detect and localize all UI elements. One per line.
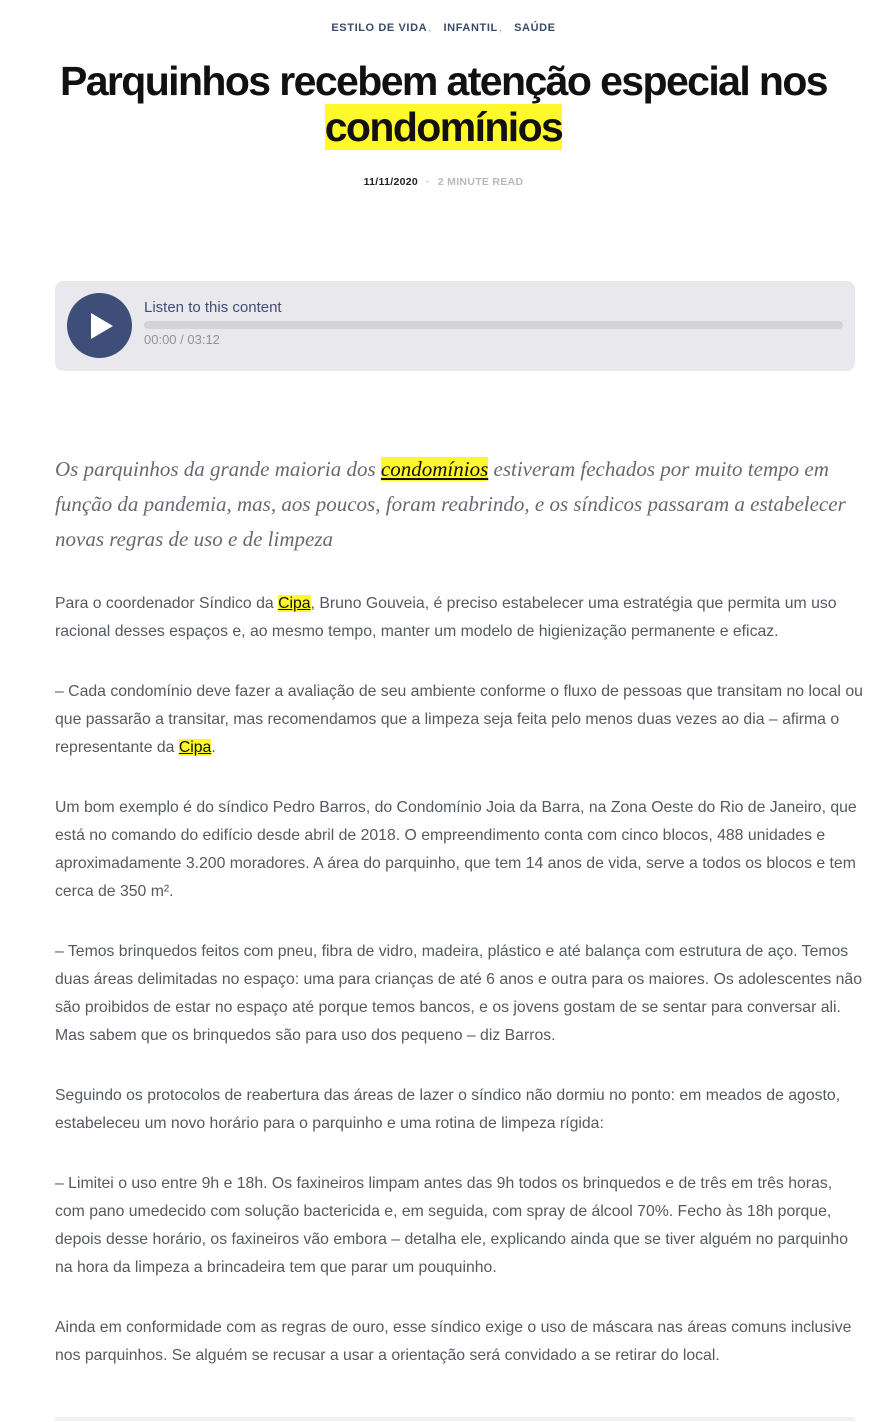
progress-bar[interactable] [144, 321, 843, 329]
paragraph-2 [55, 678, 865, 762]
category-link-infantil[interactable]: INFANTIL [443, 22, 498, 34]
divider [55, 1417, 855, 1421]
lead-text: Os parquinhos da grande maioria dos [55, 457, 381, 481]
post-date: 11/11/2020 [363, 176, 419, 188]
category-separator: , [428, 22, 432, 34]
player-label: Listen to this content [144, 299, 282, 316]
paragraph-text: – Cada condomínio deve fazer a avaliação de seu ambiente conforme o fluxo de pessoas que transitam no local ou que passarão a transitar, mas recomendamos que a limpeza seja feita pelo menos duas vezes ao dia – afirma o representante da [55, 683, 863, 756]
paragraph-text: Para o coordenador Síndico da [55, 595, 279, 612]
time-display: 00:00 / 03:12 [144, 332, 220, 347]
paragraph-6: – Limitei o uso entre 9h e 18h. Os faxineiros limpam antes das 9h todos os brinquedos e de três em três horas, com pano umedecido com solução bactericida e, em seguida, com spray de álcool 70%. Fecho às 18h porque, depois desse horário, os faxineiros vão embora – detalha ele, explicando ainda que se tiver alguém no parquinho na hora da limpeza a brincadeira tem que parar um pouquinho. [55, 1175, 848, 1276]
paragraph-5: Seguindo os protocolos de reabertura das áreas de lazer o síndico não dormiu no ponto: em meados de agosto, estabeleceu um novo horário para o parquinho e uma rotina de limpeza rígida: [55, 1087, 841, 1132]
title-highlight: condomínios [324, 104, 563, 150]
paragraph-3: Um bom exemplo é do síndico Pedro Barros, do Condomínio Joia da Barra, na Zona Oeste do Rio de Janeiro, que está no comando do edifício desde abril de 2018. O empreendimento conta com cinco blocos, 488 unidades e aproximadamente 3.200 moradores. A área do parquinho, que tem 14 anos de vida, serve a todos os blocos e tem cerca de 350 m². [55, 799, 857, 900]
lead-link-condominios[interactable]: condomínios [380, 457, 489, 481]
title-text: Parquinhos recebem atenção especial nos [59, 58, 828, 104]
page-title [40, 58, 847, 150]
play-button[interactable] [67, 293, 132, 358]
audio-player [55, 281, 855, 371]
category-link-estilo-de-vida[interactable]: ESTILO DE VIDA [331, 22, 428, 34]
lead-paragraph [55, 452, 855, 557]
lead-text: estiveram fechados por muito tempo em função da pandemia, mas, aos poucos, foram reabrindo, e os síndicos passaram a estabelecer novas regras de uso e de limpeza [55, 457, 846, 551]
category-list [0, 22, 887, 34]
paragraph-text: , Bruno Gouveia, é preciso estabelecer uma estratégia que permita um uso racional desses espaços e, ao mesmo tempo, manter um modelo de higienização permanente e eficaz. [55, 595, 837, 640]
paragraph-7: Ainda em conformidade com as regras de ouro, esse síndico exige o uso de máscara nas áreas comuns inclusive nos parquinhos. Se alguém se recusar a usar a orientação será convidado a se retirar do local. [55, 1319, 852, 1364]
paragraph-4: – Temos brinquedos feitos com pneu, fibra de vidro, madeira, plástico e até balança com estrutura de aço. Temos duas áreas delimitadas no espaço: uma para crianças de até 6 anos e outra para os maiores. Os adolescentes não são proibidos de estar no espaço até porque temos bancos, e os jovens gostam de se sentar para conversar ali. Mas sabem que os brinquedos são para uso dos pequeno – diz Barros. [55, 943, 862, 1044]
link-cipa[interactable]: Cipa [278, 595, 311, 612]
post-meta [0, 176, 887, 188]
paragraph-text: . [211, 739, 216, 756]
link-cipa[interactable]: Cipa [178, 739, 212, 756]
paragraph-1 [55, 590, 865, 646]
meta-separator: · [426, 176, 430, 188]
read-time: 2 MINUTE READ [437, 176, 524, 188]
play-icon [91, 313, 113, 339]
category-separator: , [498, 22, 503, 34]
category-link-saude[interactable]: SAÚDE [514, 22, 556, 34]
